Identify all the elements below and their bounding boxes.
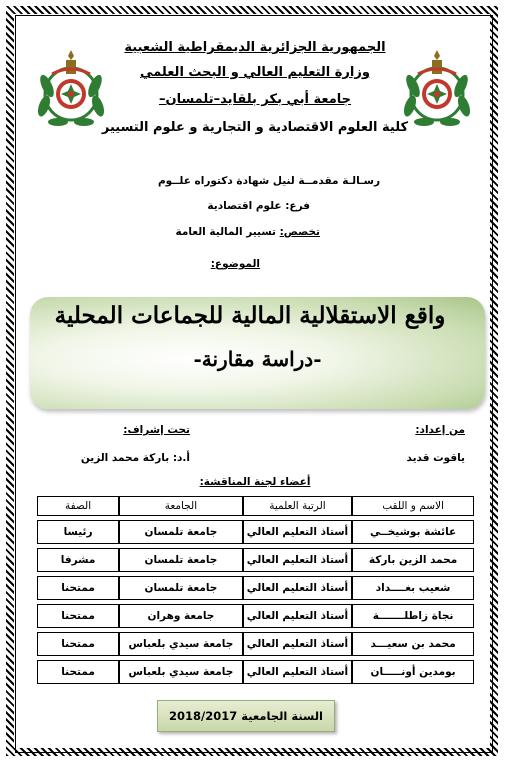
supervisor-label: تحت إشراف: (123, 424, 190, 436)
member-role: ممتحنا (37, 576, 119, 600)
member-role: رئيسا (37, 520, 119, 544)
member-name: نجاة زاطلـــــــة (352, 604, 474, 628)
column-header: الاسم و اللقب (352, 496, 474, 516)
degree-line: رسـالـة مقدمــة لنيل شهادة دكتوراه علــوم (157, 175, 380, 187)
specialization-label: تخصص: (279, 226, 320, 238)
member-rank: أستاذ التعليم العالي (243, 604, 352, 628)
table-row (37, 548, 474, 572)
table-row (37, 520, 474, 544)
member-university: جامعة سيدي بلعباس (119, 660, 243, 684)
member-university: جامعة سيدي بلعباس (119, 632, 243, 656)
member-name: محمد الزين باركة (352, 548, 474, 572)
supervisor-name: أ.د: باركة محمد الزين (80, 452, 190, 464)
committee-table (37, 496, 474, 684)
member-name: عائشة بوشيخــي (352, 520, 474, 544)
member-role: ممتحنا (37, 660, 119, 684)
prepared-by-name: ياقوت قديد (406, 452, 465, 464)
table-row (37, 632, 474, 656)
member-rank: أستاذ التعليم العالي (243, 548, 352, 572)
member-name: شعيب بغــــداد (352, 576, 474, 600)
member-rank: أستاذ التعليم العالي (243, 576, 352, 600)
member-role: مشرفا (37, 548, 119, 572)
subject-label: الموضوع: (210, 258, 260, 270)
table-header-row (37, 496, 474, 516)
thesis-subtitle: -دراسة مقارنة- (193, 347, 322, 371)
ministry-name: وزارة التعليم العالي و البحث العلمي (140, 65, 370, 80)
table-row (37, 604, 474, 628)
member-name: بومدين أونـــــان (352, 660, 474, 684)
column-header: الصفة (37, 496, 119, 516)
republic-name: الجمهورية الجزائرية الديمقراطية الشعبية (124, 40, 386, 55)
member-role: ممتحنا (37, 632, 119, 656)
thesis-title-box (30, 297, 485, 409)
column-header: الجامعة (119, 496, 243, 516)
thesis-title: واقع الاستقلالية المالية للجماعات المحلية (54, 302, 446, 329)
committee-heading: أعضاء لجنة المناقشة: (199, 476, 311, 488)
prepared-by-label: من إعداد: (415, 424, 465, 436)
member-university: جامعة تلمسان (119, 576, 243, 600)
table-row (37, 576, 474, 600)
member-university: جامعة تلمسان (119, 520, 243, 544)
member-rank: أستاذ التعليم العالي (243, 520, 352, 544)
university-name: جامعة أبي بكر بلقايد–تلمسان– (158, 92, 352, 107)
member-name: محمد بن سعيـــد (352, 632, 474, 656)
academic-year: السنة الجامعية 2018/2017 (169, 709, 324, 723)
specialization-line (130, 226, 320, 238)
member-university: جامعة تلمسان (119, 548, 243, 572)
member-role: ممتحنا (37, 604, 119, 628)
column-header: الرتبة العلمية (243, 496, 352, 516)
branch-line: فرع: علوم اقتصادية (207, 200, 310, 212)
member-rank: أستاذ التعليم العالي (243, 632, 352, 656)
faculty-name: كلية العلوم الاقتصادية و التجارية و علوم التسيير (101, 120, 409, 135)
academic-year-box (157, 700, 335, 732)
member-rank: أستاذ التعليم العالي (243, 660, 352, 684)
table-row (37, 660, 474, 684)
member-university: جامعة وهران (119, 604, 243, 628)
specialization-value: تسيير المالية العامة (175, 226, 276, 238)
